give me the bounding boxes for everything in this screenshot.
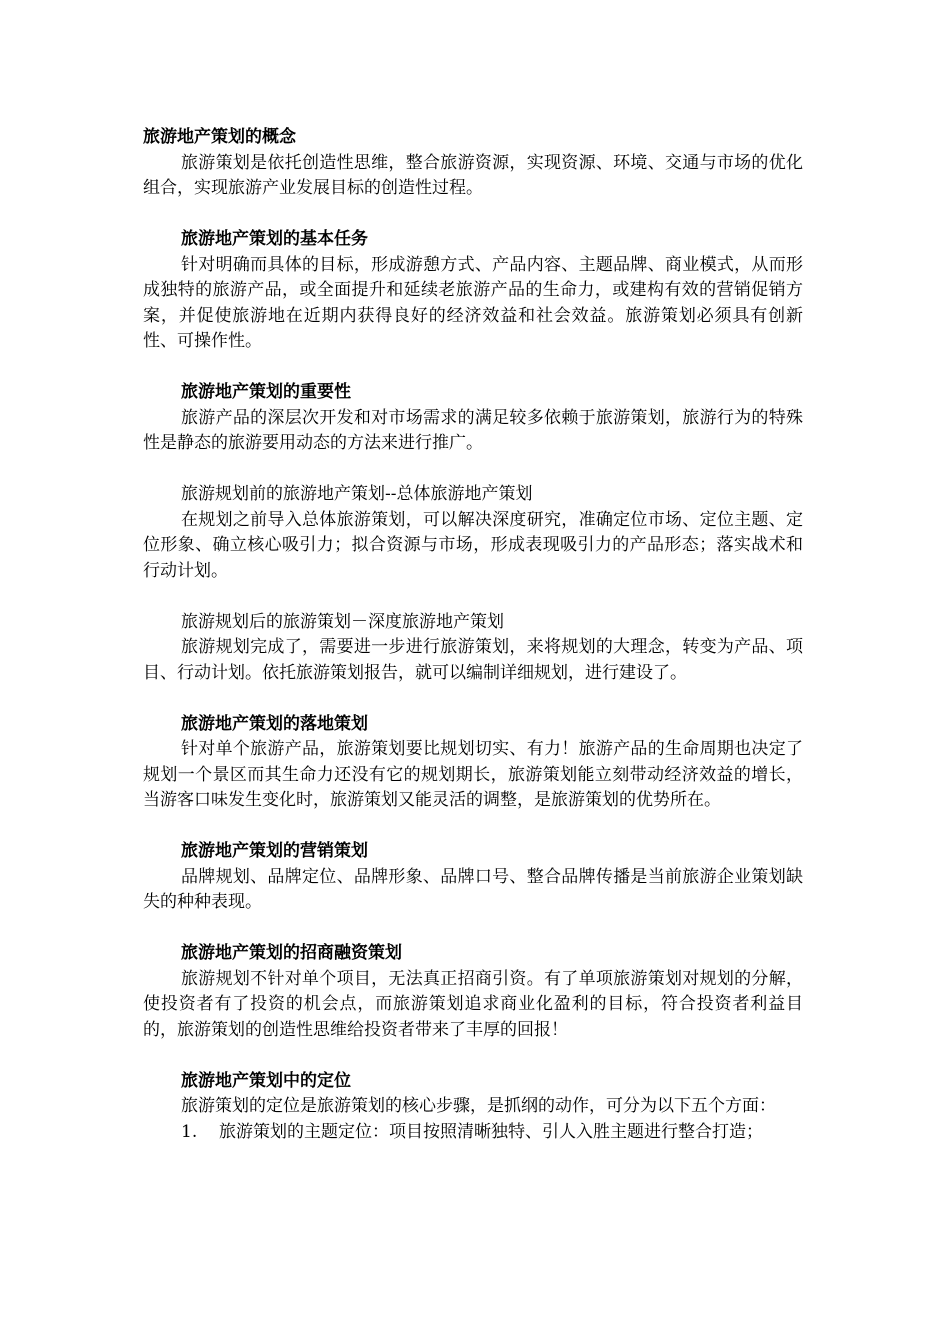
section-heading-marketing: 旅游地产策划的营销策划 [181, 841, 368, 861]
section-body-marketing: 品牌规划、品牌定位、品牌形象、品牌口号、整合品牌传播是当前旅游企业策划缺失的种种表现。 [143, 866, 803, 912]
document-page [143, 125, 803, 1145]
section-heading-importance: 旅游地产策划的重要性 [181, 382, 351, 402]
list-item [143, 1120, 803, 1146]
section-body-basic-tasks: 针对明确而具体的目标，形成游憩方式、产品内容、主题品牌、商业模式，从而形成独特的旅游产品，或全面提升和延续老旅游产品的生命力，或建构有效的营销促销方案，并促使旅游地在近期内获得良好的经济效益和社会效益。旅游策划必须具有创新性、可操作性。 [143, 254, 803, 351]
section-heading-landing: 旅游地产策划的落地策划 [181, 713, 368, 734]
section-heading-concept: 旅游地产策划的概念 [143, 127, 296, 147]
spacer [143, 584, 803, 610]
section-body-landing: 针对单个旅游产品，旅游策划要比规划切实、有力！旅游产品的生命周期也决定了规划一个景区而其生命力还没有它的规划期长，旅游策划能立刻带动经济效益的增长，当游客口味发生变化时，旅游策划又能灵活的调整，是旅游策划的优势所在。 [143, 739, 803, 810]
spacer [143, 686, 803, 712]
spacer [143, 1043, 803, 1069]
spacer [143, 355, 803, 381]
section-heading-basic-tasks: 旅游地产策划的基本任务 [181, 229, 368, 249]
spacer [143, 202, 803, 228]
section-body-pre-planning: 在规划之前导入总体旅游策划，可以解决深度研究，准确定位市场、定位主题、定位形象、确立核心吸引力；拟合资源与市场，形成表现吸引力的产品形态；落实战术和行动计划。 [143, 509, 803, 581]
section-body-concept: 旅游策划是依托创造性思维，整合旅游资源，实现资源、环境、交通与市场的优化组合，实现旅游产业发展目标的创造性过程。 [143, 152, 803, 198]
list-item-number: 1. [181, 1121, 198, 1142]
section-body-post-planning: 旅游规划完成了，需要进一步进行旅游策划，来将规划的大理念，转变为产品、项目、行动计划。依托旅游策划报告，就可以编制详细规划，进行建设了。 [143, 637, 803, 683]
section-heading-investment: 旅游地产策划的招商融资策划 [181, 943, 402, 963]
section-subheading-pre-planning: 旅游规划前的旅游地产策划--总体旅游地产策划 [181, 484, 533, 504]
spacer [143, 916, 803, 942]
section-heading-positioning: 旅游地产策划中的定位 [181, 1070, 351, 1091]
section-body-positioning: 旅游策划的定位是旅游策划的核心步骤，是抓纲的动作，可分为以下五个方面： [181, 1096, 776, 1116]
section-subheading-post-planning: 旅游规划后的旅游策划－深度旅游地产策划 [181, 611, 504, 632]
section-body-investment: 旅游规划不针对单个项目，无法真正招商引资。有了单项旅游策划对规划的分解，使投资者有了投资的机会点，而旅游策划追求商业化盈利的目标，符合投资者利益目的，旅游策划的创造性思维给投资者带来了丰厚的回报！ [143, 968, 803, 1040]
list-item-text: 旅游策划的主题定位：项目按照清晰独特、引人入胜主题进行整合打造； [219, 1121, 763, 1142]
spacer [143, 457, 803, 483]
section-body-importance: 旅游产品的深层次开发和对市场需求的满足较多依赖于旅游策划，旅游行为的特殊性是静态的旅游要用动态的方法来进行推广。 [143, 407, 803, 453]
spacer [143, 814, 803, 840]
